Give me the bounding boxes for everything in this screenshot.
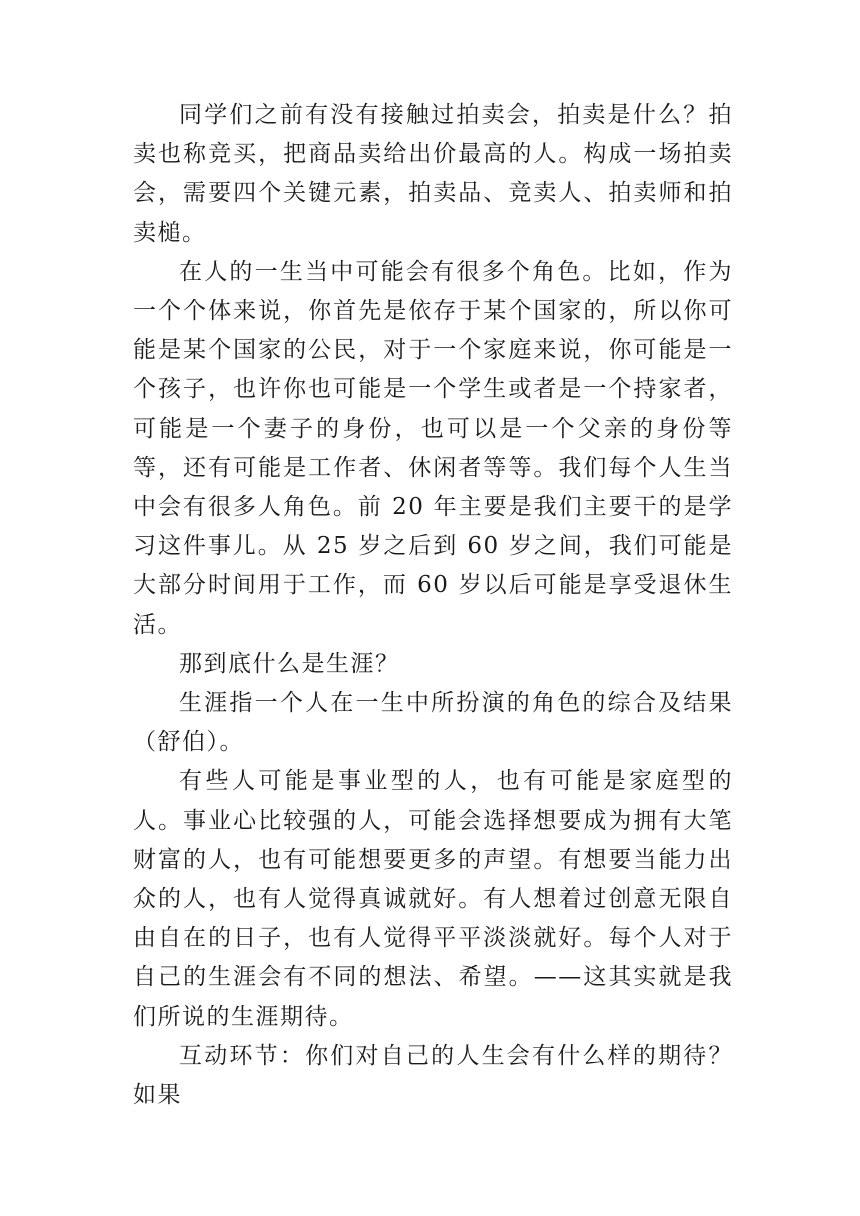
document-body (133, 96, 733, 1115)
paragraph-life-roles: 在人的一生当中可能会有很多个角色。比如，作为一个个体来说，你首先是依存于某个国家的，所以你可能是某个国家的公民，对于一个家庭来说，你可能是一个孩子，也许你也可能是一个学生或者是一个持家者，可能是一个妻子的身份，也可以是一个父亲的身份等等，还有可能是工作者、休闲者等等。我们每个人生当中会有很多人角色。前 20 年主要是我们主要干的是学习这件事儿。从 25 岁之后到 60 岁之间，我们可能是大部分时间用于工作，而 60 岁以后可能是享受退休生活。 (133, 258, 733, 638)
paragraph-auction-intro: 同学们之前有没有接触过拍卖会，拍卖是什么？拍卖也称竞买，把商品卖给出价最高的人。构成一场拍卖会，需要四个关键元素，拍卖品、竞卖人、拍卖师和拍卖槌。 (133, 102, 733, 246)
paragraph-career-definition: 生涯指一个人在一生中所扮演的角色的综合及结果（舒伯）。 (133, 690, 733, 756)
paragraph-career-question: 那到底什么是生涯？ (179, 650, 400, 677)
paragraph-interaction: 互动环节：你们对自己的人生会有什么样的期待？如果 (133, 1042, 733, 1109)
paragraph-career-expectations: 有些人可能是事业型的人，也有可能是家庭型的人。事业心比较强的人，可能会选择想要成为拥有大笔财富的人，也有可能想要更多的声望。有想要当能力出众的人，也有人觉得真诚就好。有人想着过创意无限自由自在的日子，也有人觉得平平淡淡就好。每个人对于自己的生涯会有不同的想法、希望。——这其实就是我们所说的生涯期待。 (133, 768, 733, 1030)
